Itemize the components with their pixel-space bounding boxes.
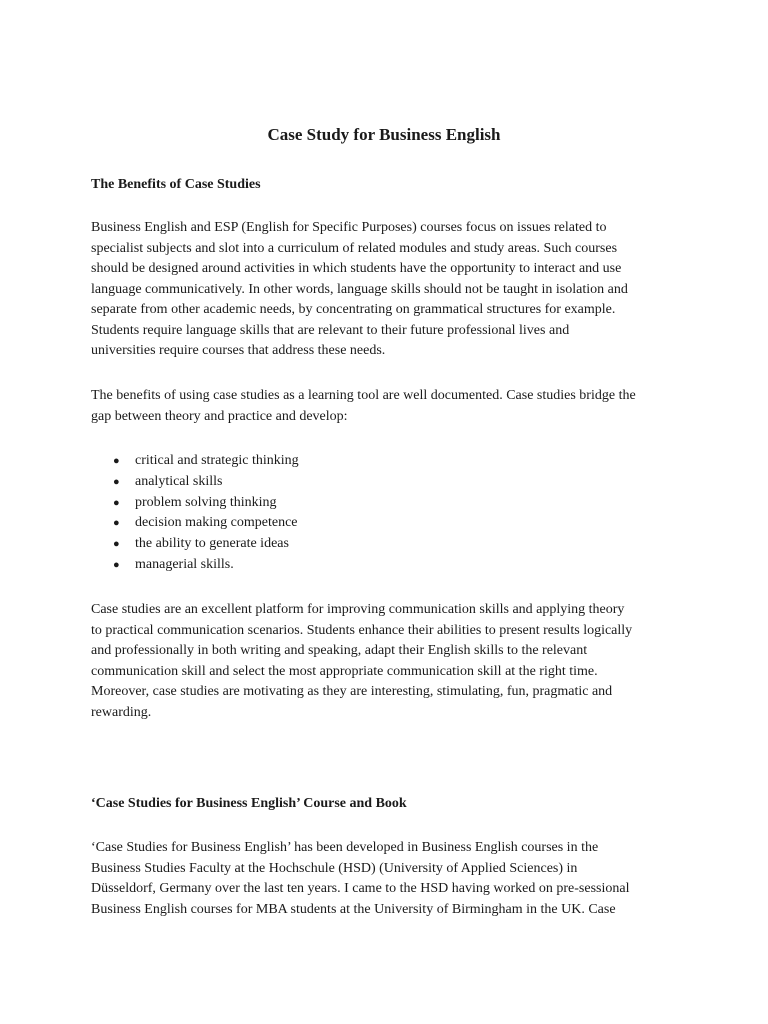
list-item-text: the ability to generate ideas [135, 536, 289, 552]
list-item [91, 513, 591, 534]
paragraph-line: Moreover, case studies are motivating as they are interesting, stimulating, fun, pragmatic and [91, 684, 613, 699]
paragraph-line: rewarding. [91, 704, 152, 720]
paragraph-intro [91, 218, 691, 362]
paragraph-line: and professionally in both writing and speaking, adapt their English skills to the relevant [91, 643, 588, 658]
section-heading-course-book: ‘Case Studies for Business English’ Course and Book [91, 796, 407, 811]
paragraph-line: Students require language skills that are relevant to their future professional lives and [91, 322, 570, 338]
list-item-text: analytical skills [135, 473, 223, 489]
paragraph-course-history [91, 838, 691, 920]
paragraph-benefits [91, 386, 691, 427]
bullet-icon: ● [113, 475, 120, 488]
paragraph-line: gap between theory and practice and develop: [91, 408, 348, 424]
paragraph-communication [91, 600, 691, 723]
list-item-text: critical and strategic thinking [135, 453, 299, 468]
list-item-text: managerial skills. [135, 556, 234, 572]
bullet-icon: ● [113, 538, 120, 551]
paragraph-line: ‘Case Studies for Business English’ has been developed in Business English courses in the [91, 840, 599, 855]
bullet-icon: ● [113, 455, 120, 467]
bullet-icon: ● [113, 558, 120, 571]
paragraph-line: communication skill and select the most appropriate communication skill at the right time. [91, 663, 598, 679]
paragraph-line: Business English and ESP (English for Specific Purposes) courses focus on issues related to [91, 220, 607, 235]
list-item-text: decision making competence [135, 515, 298, 531]
list-item [91, 555, 591, 576]
list-item-text: problem solving thinking [135, 494, 277, 510]
paragraph-line: specialist subjects and slot into a curriculum of related modules and study areas. Such courses [91, 240, 618, 256]
paragraph-line: language communicatively. In other words, language skills should not be taught in isolation and [91, 281, 628, 297]
paragraph-line: The benefits of using case studies as a learning tool are well documented. Case studies bridge the [91, 388, 636, 403]
paragraph-line: to practical communication scenarios. Students enhance their abilities to present results logically [91, 622, 633, 638]
list-item [91, 472, 591, 493]
paragraph-line: Business Studies Faculty at the Hochschule (HSD) (University of Applied Sciences) in [91, 860, 578, 876]
list-item [91, 534, 591, 555]
benefits-list [91, 451, 591, 576]
list-item [91, 451, 591, 472]
paragraph-line: Düsseldorf, Germany over the last ten years. I came to the HSD having worked on pre-sessional [91, 881, 630, 896]
section-heading-benefits: The Benefits of Case Studies [91, 177, 261, 192]
paragraph-line: universities require courses that address these needs. [91, 343, 386, 358]
list-item [91, 493, 591, 514]
paragraph-line: should be designed around activities in which students have the opportunity to interact and use [91, 261, 622, 276]
paragraph-line: separate from other academic needs, by concentrating on grammatical structures for example. [91, 302, 616, 317]
paragraph-line: Business English courses for MBA students at the University of Birmingham in the UK. Case [91, 901, 616, 917]
paragraph-line: Case studies are an excellent platform for improving communication skills and applying theory [91, 602, 625, 617]
bullet-icon: ● [113, 496, 120, 509]
document-title: Case Study for Business English [267, 125, 501, 144]
bullet-icon: ● [113, 517, 120, 530]
